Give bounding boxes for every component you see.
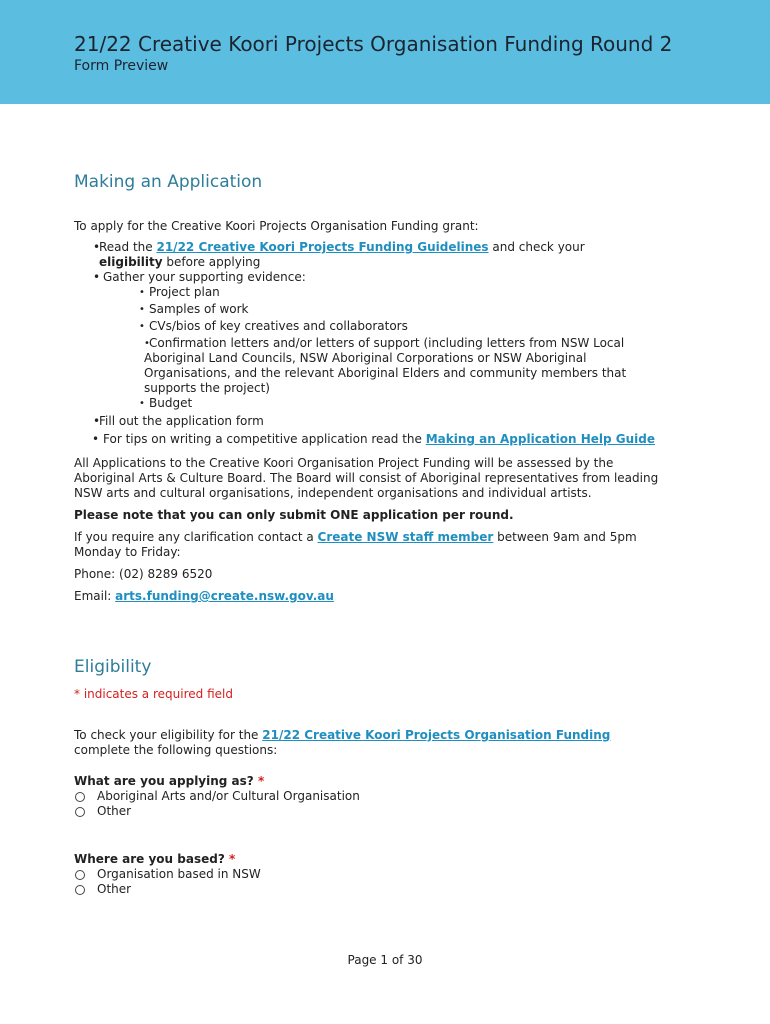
email-link[interactable]: arts.funding@create.nsw.gov.au [115,589,334,603]
funding-link[interactable]: 21/22 Creative Koori Projects Organisation Funding [262,728,611,742]
list-item: • For tips on writing a competitive application read the Making an Application Help Guide [74,432,674,447]
question-label: Where are you based? * [74,852,236,866]
form-title: 21/22 Creative Koori Projects Organisation Funding Round 2 [74,32,673,56]
radio-option[interactable]: Other [74,882,674,897]
eligibility-intro: To check your eligibility for the 21/22 Creative Koori Projects Organisation Funding complete the following questions: [74,728,611,757]
list-item: • Confirmation letters and/or letters of support (including letters from NSW Local Aboriginal Land Councils, NSW Aboriginal Corporations or NSW Aboriginal Organisations, and the relevant Aboriginal Elders and community members that supports the project) [74,336,674,396]
form-subtitle: Form Preview [74,58,169,74]
radio-option[interactable]: Other [74,804,674,819]
eligibility-heading: Eligibility [74,657,152,677]
question-applying-as [74,774,674,819]
list-item: • Gather your supporting evidence: • Project plan • Samples of work • CVs/bios of key creatives and collaborators • Confirmation letters and/or letters of support (including letters from NSW Local Aboriginal Land Councils, NSW Aboriginal Corporations or NSW Aboriginal Organisations, and the relevant Aboriginal Elders and community members that supports the project) • Budget [74,270,674,411]
form-content [74,160,674,897]
header-banner [0,0,770,104]
list-item: • CVs/bios of key creatives and collaborators [74,319,674,334]
contact-text: If you require any clarification contact a Create NSW staff member between 9am and 5pm Monday to Friday: [74,530,637,559]
guidelines-link[interactable]: 21/22 Creative Koori Projects Funding Guidelines [156,240,489,254]
required-star: * [228,852,236,866]
staff-member-link[interactable]: Create NSW staff member [317,530,494,544]
list-item: • Samples of work [74,302,674,317]
making-heading: Making an Application [74,172,263,192]
radio-circle-icon[interactable] [75,870,85,880]
email-text: Email: arts.funding@create.nsw.gov.au [74,589,334,603]
radio-option[interactable]: Organisation based in NSW [74,867,674,882]
list-item: • Budget [74,396,674,411]
radio-circle-icon[interactable] [75,807,85,817]
making-intro: To apply for the Creative Koori Projects Organisation Funding grant: [74,219,479,233]
question-based [74,852,674,897]
page-number: Page 1 of 30 [347,953,423,967]
list-item: • Fill out the application form [74,414,674,429]
assessment-text: All Applications to the Creative Koori Organisation Project Funding will be assessed by the Aboriginal Arts & Culture Board. The Board will consist of Aboriginal representatives from leading NSW arts and cultural organisations, independent organisations and individual artists. [74,456,659,500]
required-note: * indicates a required field [74,687,233,701]
list-item: • Read the 21/22 Creative Koori Projects Funding Guidelines and check your eligibility before applying [74,240,674,270]
radio-circle-icon[interactable] [75,792,85,802]
radio-circle-icon[interactable] [75,885,85,895]
radio-option[interactable]: Aboriginal Arts and/or Cultural Organisation [74,789,674,804]
help-guide-link[interactable]: Making an Application Help Guide [425,432,656,446]
required-star: * [257,774,265,788]
phone-text: Phone: (02) 8289 6520 [74,567,213,581]
evidence-sublist [74,285,674,411]
list-item: • Project plan [74,285,674,300]
apply-steps-list [74,240,674,447]
one-application-note: Please note that you can only submit ONE application per round. [74,508,514,522]
question-label: What are you applying as? * [74,774,265,788]
